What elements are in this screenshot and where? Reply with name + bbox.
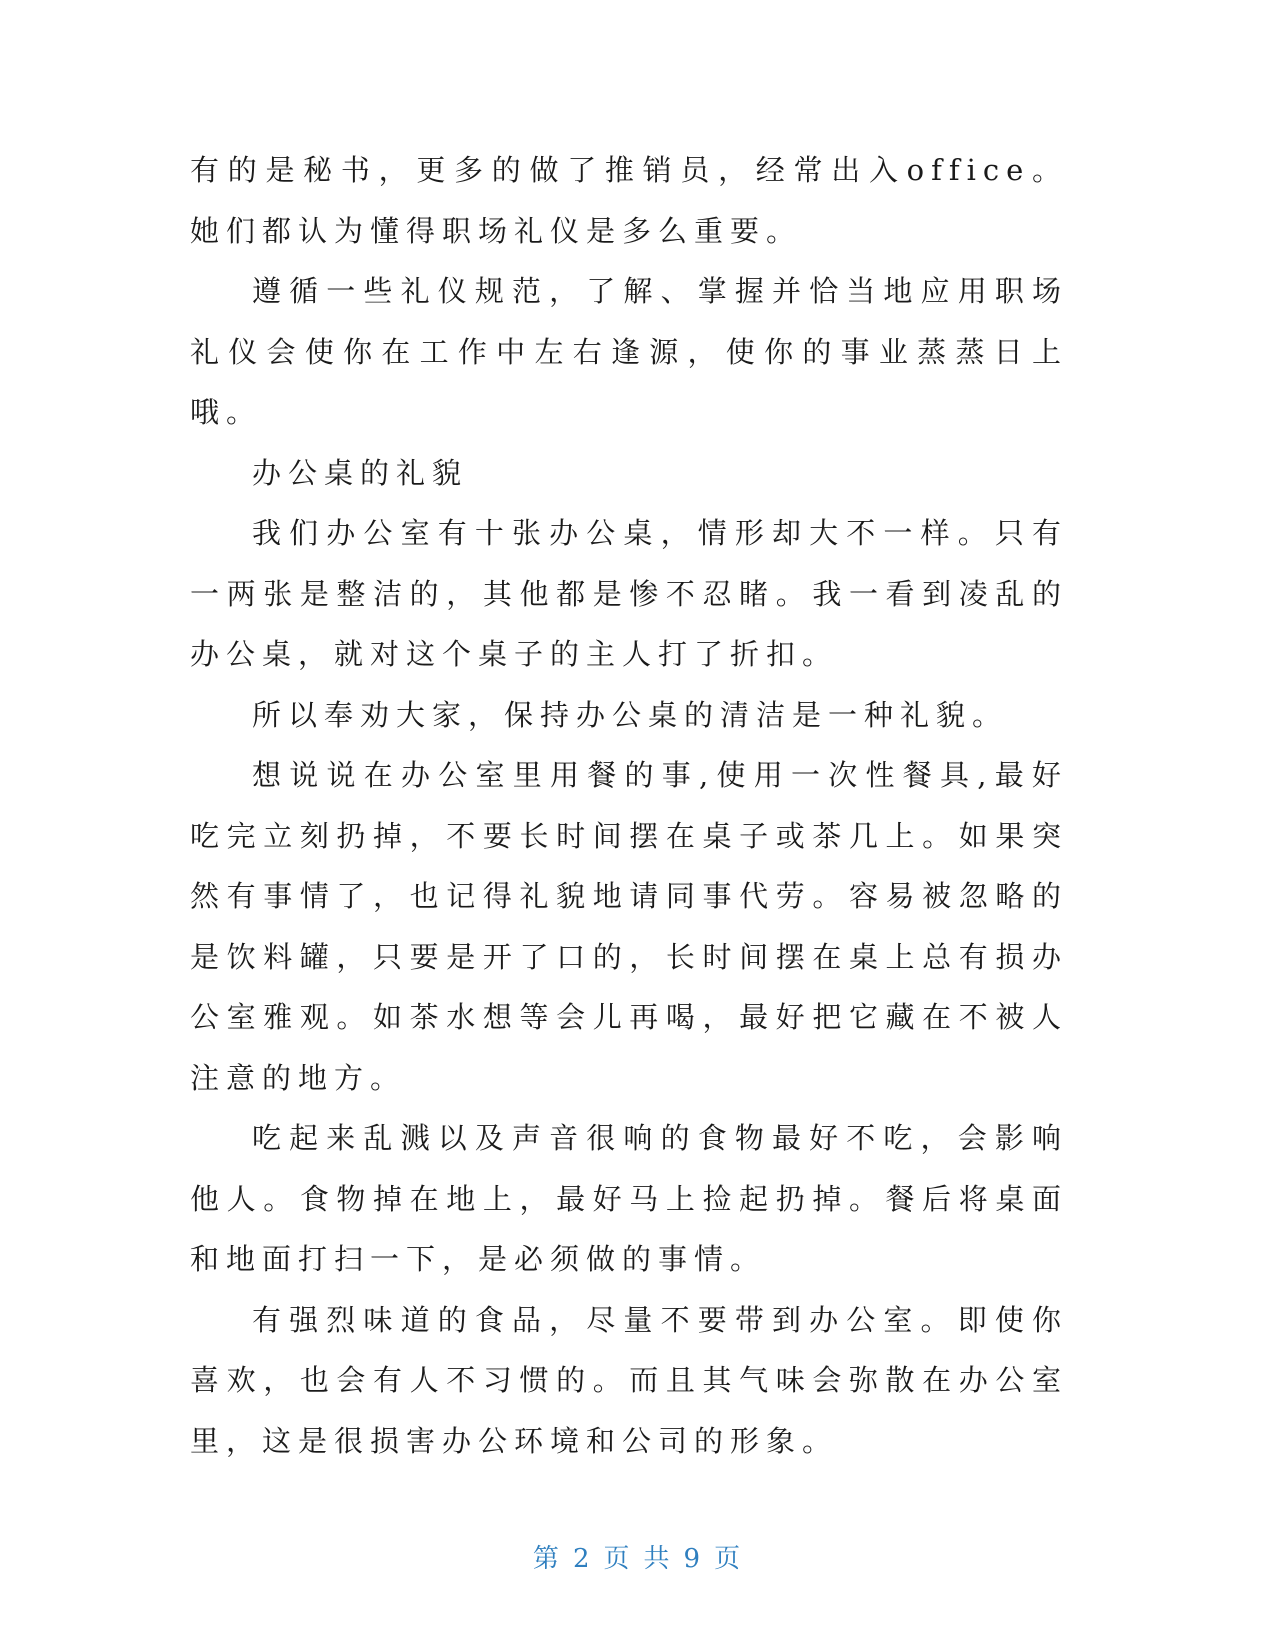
footer-page-label: 页 [603, 1544, 632, 1574]
document-body [190, 140, 1068, 1471]
paragraph-7: 有强烈味道的食品，尽量不要带到办公室。即使你喜欢，也会有人不习惯的。而且其气味会弥散在办公室里，这是很损害办公环境和公司的形象。 [190, 1302, 1068, 1458]
paragraph-4: 所以奉劝大家，保持办公桌的清洁是一种礼貌。 [252, 697, 1009, 732]
section-heading: 办公桌的礼貌 [252, 455, 469, 490]
footer-total-prefix: 共 [643, 1544, 672, 1574]
paragraph-3: 我们办公室有十张办公桌，情形却大不一样。只有一两张是整洁的，其他都是惨不忍睹。我一看到凌乱的办公桌，就对这个桌子的主人打了折扣。 [190, 516, 1068, 671]
paragraph-1: 有的是秘书，更多的做了推销员，经常出入office。她们都认为懂得职场礼仪是多么重要。 [190, 153, 1068, 248]
footer-total-pages: 9 [683, 1544, 703, 1574]
page-footer [0, 1538, 1275, 1575]
paragraph-6: 吃起来乱溅以及声音很响的食物最好不吃，会影响他人。食物掉在地上，最好马上捡起扔掉。餐后将桌面和地面打扫一下，是必须做的事情。 [190, 1121, 1068, 1276]
paragraph-5: 想说说在办公室里用餐的事,使用一次性餐具,最好吃完立刻扔掉，不要长时间摆在桌子或茶几上。如果突然有事情了，也记得礼貌地请同事代劳。容易被忽略的是饮料罐，只要是开了口的，长时间摆在桌上总有损办公室雅观。如茶水想等会儿再喝，最好把它藏在不被人注意的地方。 [190, 758, 1068, 1095]
paragraph-2: 遵循一些礼仪规范，了解、掌握并恰当地应用职场礼仪会使你在工作中左右逢源，使你的事业蒸蒸日上哦。 [190, 274, 1068, 429]
footer-prefix: 第 [532, 1544, 561, 1574]
footer-current-page: 2 [572, 1544, 592, 1574]
footer-total-label: 页 [714, 1544, 743, 1574]
